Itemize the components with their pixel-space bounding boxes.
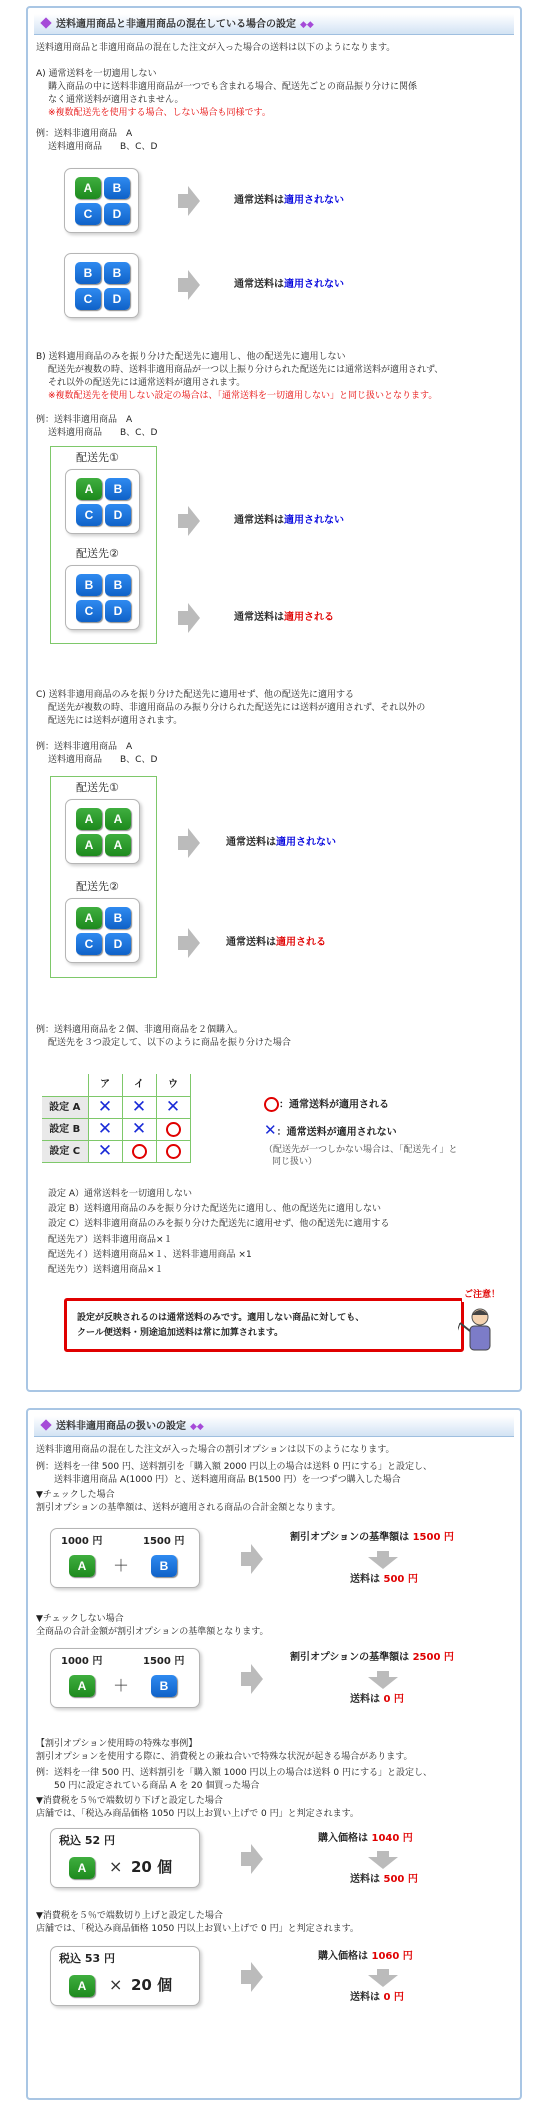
right-arrow-icon xyxy=(178,270,200,300)
option-a-heading: A) 通常送料を一切適用しない xyxy=(36,69,157,79)
quantity: 20 個 xyxy=(131,1858,173,1876)
item-tile-a: A xyxy=(76,478,102,500)
item-tile-b: B xyxy=(105,907,131,929)
result-text: 通常送料は適用される xyxy=(234,612,334,623)
item-box xyxy=(65,898,140,963)
special-case-desc: 割引オプションを使用する際に、消費税との兼ね合いで特殊な状況が起きる場合があります。 xyxy=(36,1752,413,1762)
special-case-heading: 【割引オプション使用時の特殊な事例】 xyxy=(36,1739,198,1749)
times-icon: × xyxy=(109,1857,123,1876)
tax-round-down-heading: ▼消費税を５％で端数切り下げと設定した場合 xyxy=(36,1796,223,1806)
option-b-heading: B) 送料適用商品のみを振り分けた配送先に適用し、他の配送先に適用しない xyxy=(36,352,346,362)
destination-2-label: 配送先② xyxy=(76,547,119,560)
option-b-note: ※複数配送先を使用しない設定の場合は、「通常送料を一切適用しない」と同じ扱いとなります。 xyxy=(48,391,438,401)
result-text: 通常送料は適用されない xyxy=(234,195,344,206)
example-applied: 送料適用商品 B、C、D xyxy=(48,428,158,438)
intro-text: 送料適用商品と非適用商品の混在した注文が入った場合の送料は以下のようになります。 xyxy=(36,43,396,53)
plus-icon: ＋ xyxy=(113,1556,130,1575)
destination-1-label: 配送先① xyxy=(76,781,119,794)
item-tile-a: A xyxy=(69,1555,95,1577)
shipping-result: 送料は 500 円 xyxy=(350,1874,418,1885)
legend-note-2: 同じ扱い） xyxy=(272,1157,318,1167)
section-header xyxy=(34,1416,514,1437)
item-box xyxy=(64,253,139,318)
caution-tag: ご注意！ xyxy=(464,1290,501,1300)
tax-included-price: 税込 53 円 xyxy=(59,1952,115,1965)
item-tile-b: B xyxy=(76,574,102,596)
item-box xyxy=(64,168,139,233)
item-tile-b: B xyxy=(151,1555,177,1577)
down-arrow-icon xyxy=(368,1671,398,1689)
times-icon: × xyxy=(109,1975,123,1994)
result-text: 通常送料は適用されない xyxy=(226,837,336,848)
option-a-desc-2: なく通常送料が適用されません。 xyxy=(48,95,184,105)
item-box xyxy=(65,469,140,534)
item-tile-a: A xyxy=(76,907,102,929)
item-tile-a: A xyxy=(105,808,131,830)
cell-not-applied: ✕ xyxy=(88,1118,122,1140)
destination-frame xyxy=(50,446,157,644)
tax-included-price: 税込 52 円 xyxy=(59,1834,115,1847)
section-title: 送料非適用商品の扱いの設定 ◆◆ xyxy=(56,1421,204,1432)
right-arrow-icon xyxy=(178,506,200,536)
item-tile-a: A xyxy=(75,177,101,199)
option-c-heading: C) 送料非適用商品のみを振り分けた配送先に適用せず、他の配送先に適用する xyxy=(36,690,354,700)
setting-c-desc: 設定 C）送料非適用商品のみを振り分けた配送先に適用せず、他の配送先に適用する xyxy=(48,1219,390,1229)
right-arrow-icon xyxy=(178,828,200,858)
price-b: 1500 円 xyxy=(143,1536,185,1547)
price-b: 1500 円 xyxy=(143,1656,185,1667)
special-example-2: 50 円に設定されている商品 A を 20 個買った場合 xyxy=(54,1781,260,1791)
item-tile-c: C xyxy=(76,600,102,622)
right-arrow-icon xyxy=(241,1544,263,1574)
result-text: 通常送料は適用されない xyxy=(234,515,344,526)
example-applied: 送料適用商品 B、C、D xyxy=(48,755,158,765)
option-c-desc: 配送先が複数の時、非適用商品のみ振り分けられた配送先には送料が適用されず、それ以外の xyxy=(48,703,426,713)
cross-icon: ✕ xyxy=(264,1121,277,1139)
destination-2-label: 配送先② xyxy=(76,880,119,893)
example-nonapplied: 例：送料非適用商品 A xyxy=(36,742,133,752)
cell-applied xyxy=(156,1118,190,1140)
right-arrow-icon xyxy=(178,928,200,958)
checked-desc: 割引オプションの基準額は、送料が適用される商品の合計金額となります。 xyxy=(36,1503,341,1513)
purchase-price-result: 購入価格は 1060 円 xyxy=(318,1951,413,1962)
example-nonapplied: 例：送料非適用商品 A xyxy=(36,415,133,425)
circle-icon xyxy=(264,1097,279,1112)
item-tile-b: B xyxy=(104,262,130,284)
destination-frame xyxy=(50,776,157,978)
item-tile-d: D xyxy=(105,933,131,955)
shipping-result: 送料は 0 円 xyxy=(350,1992,404,2003)
legend-note: （配送先が一つしかない場合は、「配送先イ」と xyxy=(264,1145,458,1155)
destination-i-desc: 配送先イ）送料適用商品×１、送料非適用商品 ×1 xyxy=(48,1250,252,1260)
section-header xyxy=(34,14,514,35)
destination-1-label: 配送先① xyxy=(76,451,119,464)
legend-not-applied: ✕：通常送料が適用されない xyxy=(264,1121,397,1139)
purchase-price-result: 購入価格は 1040 円 xyxy=(318,1833,413,1844)
item-box xyxy=(65,565,140,630)
base-amount-result: 割引オプションの基準額は 1500 円 xyxy=(290,1532,454,1543)
price-a: 1000 円 xyxy=(61,1536,103,1547)
tax-round-up-heading: ▼消費税を５％で端数切り上げと設定した場合 xyxy=(36,1911,223,1921)
diamond-icon xyxy=(40,17,51,28)
result-text: 通常送料は適用されない xyxy=(234,279,344,290)
tax-round-up-desc: 店舗では、「税込み商品価格 1050 円以上お買い上げで 0 円」と判定されます。 xyxy=(36,1924,359,1934)
option-b-desc: 配送先が複数の時、送料非適用商品が一つ以上振り分けられた配送先には通常送料が適用されず、 xyxy=(48,365,444,375)
diamond-icon xyxy=(40,1419,51,1430)
col-header: イ xyxy=(122,1074,156,1096)
item-tile-d: D xyxy=(104,288,130,310)
diamond-mark-icon: ◆◆ xyxy=(190,1422,204,1432)
setting-a-desc: 設定 A）通常送料を一切適用しない xyxy=(48,1189,193,1199)
destination-a-desc: 配送先ア）送料非適用商品×１ xyxy=(48,1235,173,1245)
item-tile-b: B xyxy=(105,478,131,500)
down-arrow-icon xyxy=(368,1851,398,1869)
presenter-icon xyxy=(458,1305,506,1357)
shipping-result: 送料は 500 円 xyxy=(350,1574,418,1585)
item-tile-a: A xyxy=(105,834,131,856)
right-arrow-icon xyxy=(241,1844,263,1874)
cell-not-applied: ✕ xyxy=(88,1140,122,1162)
item-tile-c: C xyxy=(75,288,101,310)
item-tile-a: A xyxy=(69,1675,95,1697)
matrix-example-2: 配送先を３つ設定して、以下のように商品を振り分けた場合 xyxy=(48,1038,291,1048)
intro-text: 送料非適用商品の混在した注文が入った場合の割引オプションは以下のようになります。 xyxy=(36,1445,395,1455)
price-box xyxy=(50,1828,200,1888)
item-tile-b: B xyxy=(105,574,131,596)
col-header: ウ xyxy=(156,1074,190,1096)
item-box xyxy=(65,799,140,864)
example-text: 例：送料を一律 500 円、送料割引を「購入額 2000 円以上の場合は送料 0 円にする」と設定し、 xyxy=(36,1462,432,1472)
item-tile-a: A xyxy=(76,808,102,830)
nonapplied-items-handling-panel xyxy=(26,1408,522,2100)
example-text-2: 送料非適用商品 A(1000 円）と、送料適用商品 B(1500 円）を一つずつ購入した場合 xyxy=(54,1475,401,1485)
caution-text-2: クール便送料・別途追加送料は常に加算されます。 xyxy=(77,1328,284,1338)
mixed-items-settings-panel xyxy=(26,6,522,1392)
item-tile-b: B xyxy=(151,1675,177,1697)
matrix-example: 例：送料適用商品を２個、非適用商品を２個購入。 xyxy=(36,1025,244,1035)
result-text: 通常送料は適用される xyxy=(226,937,326,948)
item-tile-b: B xyxy=(104,177,130,199)
section-title: 送料適用商品と非適用商品の混在している場合の設定 ◆◆ xyxy=(56,19,314,30)
col-header: ア xyxy=(88,1074,122,1096)
right-arrow-icon xyxy=(178,603,200,633)
cell-not-applied: ✕ xyxy=(122,1118,156,1140)
example-applied: 送料適用商品 B、C、D xyxy=(48,142,158,152)
item-tile-c: C xyxy=(76,504,102,526)
price-box xyxy=(50,1946,200,2006)
option-a-desc: 購入商品の中に送料非適用商品が一つでも含まれる場合、配送先ごとの商品振り分けに関係 xyxy=(48,82,418,92)
item-tile-a: A xyxy=(76,834,102,856)
option-c-desc-2: 配送先には送料が適用されます。 xyxy=(48,716,183,726)
price-box xyxy=(50,1648,200,1708)
price-box xyxy=(50,1528,200,1588)
example-nonapplied: 例：送料非適用商品 A xyxy=(36,129,133,139)
right-arrow-icon xyxy=(241,1962,263,1992)
option-b-desc-2: それ以外の配送先には通常送料が適用されます。 xyxy=(48,378,246,388)
special-example: 例：送料を一律 500 円、送料割引を「購入額 1000 円以上の場合は送料 0 円にする」と設定し、 xyxy=(36,1768,432,1778)
row-header: 設定 B xyxy=(42,1118,88,1140)
quantity: 20 個 xyxy=(131,1976,173,1994)
cell-applied xyxy=(122,1140,156,1162)
down-arrow-icon xyxy=(368,1551,398,1569)
cell-not-applied: ✕ xyxy=(88,1096,122,1118)
item-tile-c: C xyxy=(75,203,101,225)
unchecked-desc: 全商品の合計金額が割引オプションの基準額となります。 xyxy=(36,1627,269,1637)
checked-heading: ▼チェックした場合 xyxy=(36,1490,115,1500)
base-amount-result: 割引オプションの基準額は 2500 円 xyxy=(290,1652,454,1663)
plus-icon: ＋ xyxy=(113,1676,130,1695)
row-header: 設定 C xyxy=(42,1140,88,1162)
option-a-note: ※複数配送先を使用する場合、しない場合も同様です。 xyxy=(48,108,271,118)
item-tile-d: D xyxy=(105,504,131,526)
setting-b-desc: 設定 B）送料適用商品のみを振り分けた配送先に適用し、他の配送先に適用しない xyxy=(48,1204,382,1214)
item-tile-d: D xyxy=(105,600,131,622)
cell-applied xyxy=(156,1140,190,1162)
caution-text: 設定が反映されるのは通常送料のみです。適用しない商品に対しても、 xyxy=(77,1313,365,1323)
settings-matrix xyxy=(42,1074,191,1163)
item-tile-a: A xyxy=(69,1857,95,1879)
price-a: 1000 円 xyxy=(61,1656,103,1667)
down-arrow-icon xyxy=(368,1969,398,1987)
destination-u-desc: 配送先ウ）送料適用商品×１ xyxy=(48,1265,164,1275)
item-tile-a: A xyxy=(69,1975,95,1997)
unchecked-heading: ▼チェックしない場合 xyxy=(36,1614,124,1624)
item-tile-b: B xyxy=(75,262,101,284)
cell-not-applied: ✕ xyxy=(156,1096,190,1118)
row-header: 設定 A xyxy=(42,1096,88,1118)
right-arrow-icon xyxy=(178,186,200,216)
caution-box xyxy=(64,1298,464,1352)
item-tile-d: D xyxy=(104,203,130,225)
shipping-result: 送料は 0 円 xyxy=(350,1694,404,1705)
cell-not-applied: ✕ xyxy=(122,1096,156,1118)
tax-round-down-desc: 店舗では、「税込み商品価格 1050 円以上お買い上げで 0 円」と判定されます。 xyxy=(36,1809,359,1819)
item-tile-c: C xyxy=(76,933,102,955)
diamond-mark-icon: ◆◆ xyxy=(300,20,314,30)
legend-applied: ：通常送料が適用される xyxy=(264,1097,389,1112)
right-arrow-icon xyxy=(241,1664,263,1694)
